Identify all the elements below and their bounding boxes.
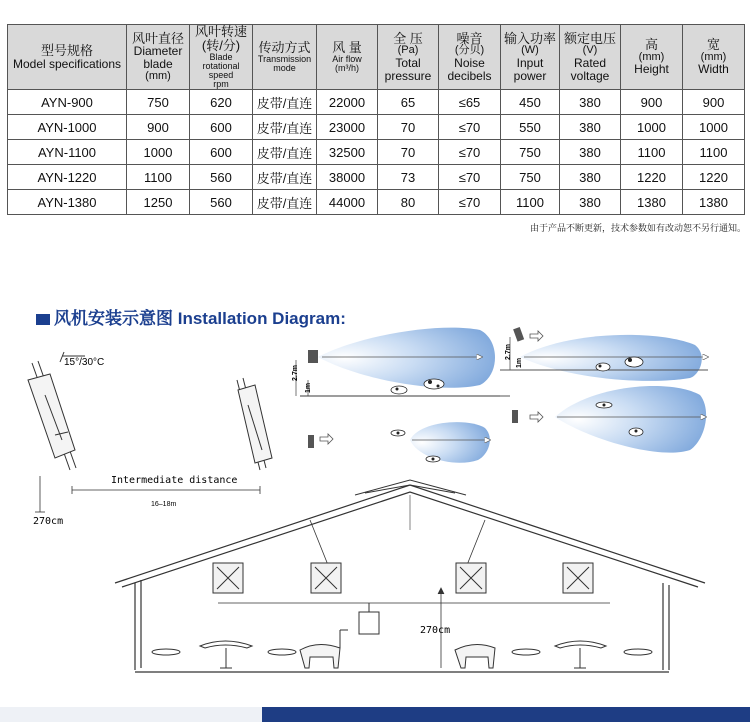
table-cell: 1100 — [501, 190, 560, 215]
header-transmission: 传动方式 Transmission mode — [253, 25, 317, 90]
barn-cross-section — [115, 480, 705, 672]
table-cell: AYN-1220 — [8, 165, 127, 190]
table-cell: ≤70 — [439, 190, 501, 215]
table-cell: ≤70 — [439, 140, 501, 165]
barn-fans — [213, 563, 593, 593]
fan-icon — [308, 350, 318, 363]
header-diameter: 风叶直径 Diameter blade (mm) — [127, 25, 190, 90]
header-power: 输入功率 (W) Input power — [501, 25, 560, 90]
table-cell: 380 — [560, 190, 621, 215]
left-height-label: 270cm — [33, 516, 64, 527]
table-cell: 73 — [378, 165, 439, 190]
table-cell: 1250 — [127, 190, 190, 215]
table-cell: 32500 — [317, 140, 378, 165]
table-cell: 1100 — [127, 165, 190, 190]
table-cell: 70 — [378, 115, 439, 140]
barn-cows — [300, 644, 495, 668]
fan-side-view-left — [28, 352, 85, 470]
control-box — [340, 603, 379, 648]
table-cell: 23000 — [317, 115, 378, 140]
svg-text:1m: 1m — [516, 357, 523, 368]
table-cell: 70 — [378, 140, 439, 165]
distance-value-label: 16–18m — [151, 501, 177, 508]
disclaimer-note: 由于产品不断更新，技术参数如有改动恕不另行通知。 — [529, 223, 746, 233]
table-cell: 1380 — [621, 190, 683, 215]
table-cell: 750 — [501, 165, 560, 190]
header-airflow: 风 量 Air flow (m³/h) — [317, 25, 378, 90]
table-cell: 620 — [190, 90, 253, 115]
svg-text:2.7m: 2.7m — [292, 365, 299, 381]
table-cell: ≤70 — [439, 115, 501, 140]
table-cell: AYN-1000 — [8, 115, 127, 140]
table-cell: 80 — [378, 190, 439, 215]
table-cell: AYN-900 — [8, 90, 127, 115]
table-cell: 380 — [560, 115, 621, 140]
feeders — [152, 641, 652, 668]
table-cell: 380 — [560, 165, 621, 190]
table-cell: 1380 — [683, 190, 745, 215]
table-cell: 450 — [501, 90, 560, 115]
table-cell: 1000 — [127, 140, 190, 165]
table-cell: 750 — [127, 90, 190, 115]
angle-label: 15°/30°C — [64, 357, 105, 368]
table-cell: 380 — [560, 140, 621, 165]
table-cell: 1220 — [621, 165, 683, 190]
table-cell: 900 — [621, 90, 683, 115]
svg-text:1m: 1m — [305, 382, 312, 393]
footer-bar-accent — [262, 707, 750, 722]
table-cell: ≤70 — [439, 165, 501, 190]
header-noise: 噪音 (分贝) Noise decibels — [439, 25, 501, 90]
table-cell: 皮带/直连 — [253, 190, 317, 215]
intermediate-distance-label: Intermediate distance — [111, 475, 238, 486]
table-cell: 900 — [127, 115, 190, 140]
table-cell: 22000 — [317, 90, 378, 115]
table-cell: 1000 — [621, 115, 683, 140]
header-pressure: 全 压 (Pa) Total pressure — [378, 25, 439, 90]
table-cell: 600 — [190, 115, 253, 140]
table-cell: 皮带/直连 — [253, 140, 317, 165]
table-cell: 皮带/直连 — [253, 115, 317, 140]
table-cell: 550 — [501, 115, 560, 140]
header-speed: 风叶转速(转/分) Blade rotational speed rpm — [190, 25, 253, 90]
table-cell: 1100 — [683, 140, 745, 165]
diagram-title-text: 风机安装示意图 Installation Diagram: — [54, 309, 346, 328]
table-cell: 38000 — [317, 165, 378, 190]
header-model: 型号规格 Model specifications — [8, 25, 127, 90]
table-cell: AYN-1380 — [8, 190, 127, 215]
header-width: 宽 (mm) Width — [683, 25, 745, 90]
table-cell: 900 — [683, 90, 745, 115]
header-voltage: 额定电压 (V) Rated voltage — [560, 25, 621, 90]
table-cell: 1100 — [621, 140, 683, 165]
table-cell: 65 — [378, 90, 439, 115]
table-cell: 600 — [190, 140, 253, 165]
table-cell: 560 — [190, 190, 253, 215]
table-cell: AYN-1100 — [8, 140, 127, 165]
table-cell: 1220 — [683, 165, 745, 190]
table-cell: 560 — [190, 165, 253, 190]
header-height: 高 (mm) Height — [621, 25, 683, 90]
fan-blade-icons — [217, 567, 589, 589]
airflow-plume-middle-left — [308, 422, 490, 463]
table-cell: 皮带/直连 — [253, 90, 317, 115]
table-cell: 750 — [501, 140, 560, 165]
table-cell: 皮带/直连 — [253, 165, 317, 190]
table-cell: 380 — [560, 90, 621, 115]
table-cell: ≤65 — [439, 90, 501, 115]
svg-text:2.7m: 2.7m — [505, 344, 512, 360]
barn-height-label: 270cm — [420, 625, 451, 636]
table-cell: 1000 — [683, 115, 745, 140]
fan-side-view-right — [237, 378, 272, 470]
table-cell: 44000 — [317, 190, 378, 215]
